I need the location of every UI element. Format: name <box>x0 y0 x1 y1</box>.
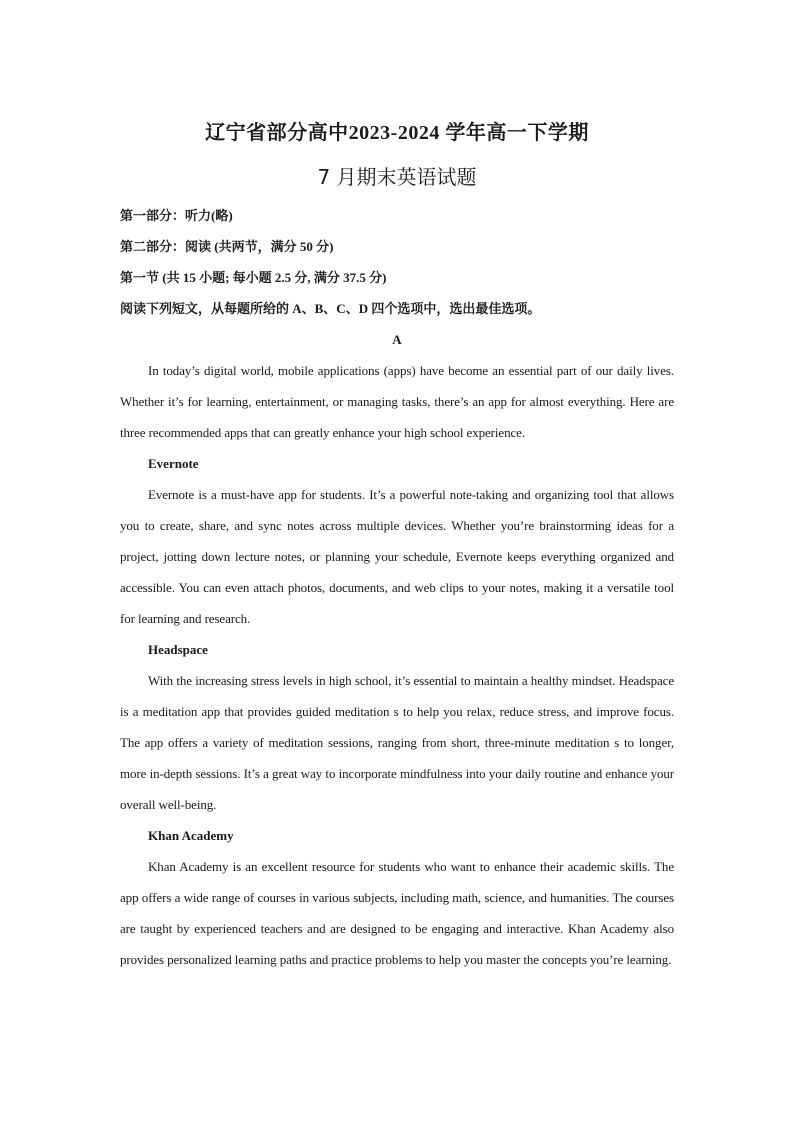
part-two-label: 第二部分：阅读 (共两节，满分 50 分) <box>120 239 334 254</box>
exam-title: 辽宁省部分高中2023-2024 学年高一下学期 <box>205 122 589 144</box>
part-one-label: 第一部分：听力(略) <box>120 208 233 223</box>
instructions: 阅读下列短文，从每题所给的 A、B、C、D 四个选项中，选出最佳选项。 <box>120 301 541 316</box>
section-body-evernote: Evernote is a must-have app for students. It’s a powerful note-taking and organizing tool that allows you to create, share, and sync notes across multiple devices. Whether you’re brainstorming ideas for a project, jotting down lecture notes, or planning your schedule, Evernote keeps everything organized and accessible. You can even attach photos, documents, and web clips to your notes, making it a versatile tool for learning and research. <box>120 487 674 626</box>
exam-subtitle: 7 月期末英语试题 <box>317 165 477 189</box>
section-heading-evernote: Evernote <box>148 456 199 471</box>
section-one-label: 第一节 (共 15 小题; 每小题 2.5 分, 满分 37.5 分) <box>120 270 387 285</box>
passage-label: A <box>392 332 402 347</box>
section-heading-khan-academy: Khan Academy <box>148 828 234 843</box>
intro-paragraph: In today’s digital world, mobile applications (apps) have become an essential part of our daily lives. Whether it’s for learning, entertainment, or managing tasks, there’s an app for almost everything. Here are three recommended apps that can greatly enhance your high school experience. <box>120 363 674 440</box>
section-body-headspace: With the increasing stress levels in high school, it’s essential to maintain a healthy mindset. Headspace is a meditation app that provides guided meditation s to help you relax, reduce stress, and improve focus. The app offers a variety of meditation sessions, ranging from short, three-minute meditation s to longer, more in-depth sessions. It’s a great way to incorporate mindfulness into your daily routine and enhance your overall well-being. <box>120 673 674 812</box>
exam-page <box>120 118 674 975</box>
section-body-khan-academy: Khan Academy is an excellent resource for students who want to enhance their academic skills. The app offers a wide range of courses in various subjects, including math, science, and humanities. The courses are taught by experienced teachers and are designed to be engaging and interactive. Khan Academy also provides personalized learning paths and practice problems to help you master the concepts you’re learning. <box>120 859 674 967</box>
section-heading-headspace: Headspace <box>148 642 208 657</box>
